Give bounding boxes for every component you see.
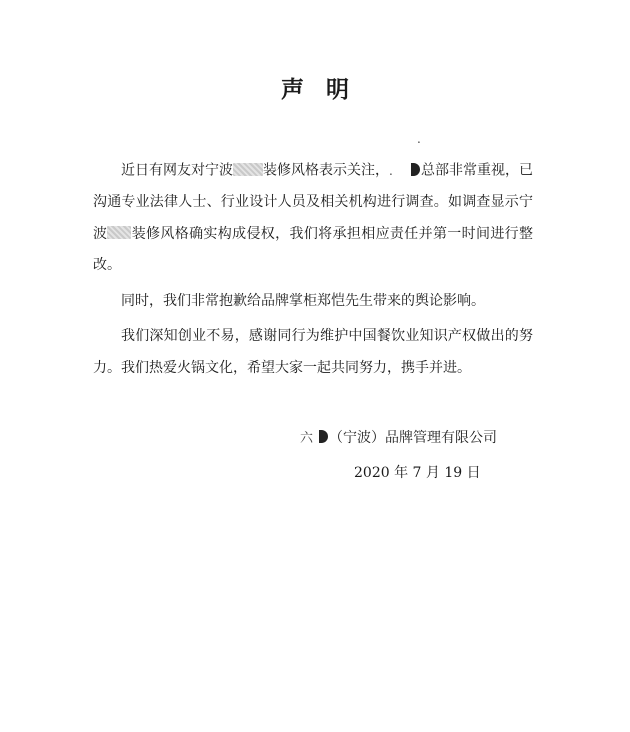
company-name	[300, 423, 540, 454]
redaction-mark: . .	[389, 132, 423, 178]
redaction-mark	[107, 226, 131, 239]
redaction-mark	[411, 163, 420, 176]
document-title: 声明	[281, 76, 371, 103]
p1-part1: 近日有网友对宁波	[121, 162, 233, 179]
statement-date: 2020 年 7 月 19 日	[354, 465, 481, 481]
p1-part3: 总部非常重视，已沟通专业法律人士、行业设计人员及相关机构进行调查。如调查显示宁波	[93, 162, 533, 242]
company-name-text: （宁波）品牌管理有限公司	[329, 430, 498, 446]
p1-part4: 装修风格确实构成侵权，我们将承担相应责任并第一时间进行整改。	[93, 225, 534, 273]
paragraph-2: 同时，我们非常抱歉给品牌掌柜郑恺先生带来的舆论影响。	[121, 292, 485, 309]
redaction-mark	[319, 430, 328, 443]
signature-block	[300, 423, 540, 454]
redaction-mark	[233, 163, 263, 176]
paragraph-1	[93, 124, 533, 282]
statement-body	[93, 124, 533, 388]
company-name-prefix: 六	[300, 431, 314, 446]
p1-part2: 装修风格表示关注，	[263, 162, 389, 179]
paragraph-3: 我们深知创业不易，感谢同行为维护中国餐饮业知识产权做出的努力。我们热爱火锅文化，希望大家一起共同努力，携手并进。	[93, 328, 533, 376]
